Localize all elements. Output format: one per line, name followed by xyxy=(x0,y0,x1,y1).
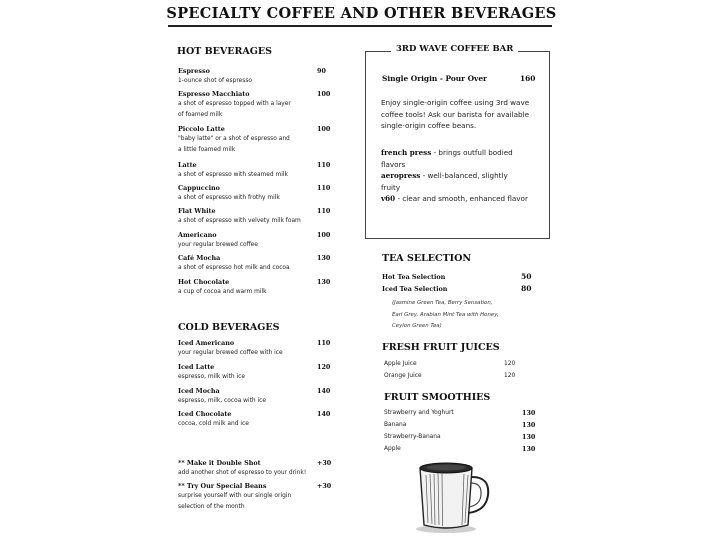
hot-item-name: Latte xyxy=(178,161,197,169)
coffee-mug-illustration xyxy=(408,459,496,535)
hot-item-desc: a shot of espresso with velvety milk foam xyxy=(178,218,301,224)
hot-item-price: 110 xyxy=(317,207,331,215)
coffee-bar-intro-line: single-origin coffee beans. xyxy=(381,121,477,130)
coffee-bar-intro xyxy=(381,97,529,132)
brew-method-text-cont: flavors xyxy=(381,159,406,169)
hot-item-desc: a shot of espresso with steamed milk xyxy=(178,172,288,178)
cold-item-price: 120 xyxy=(317,363,331,371)
cold-item-name: Iced Chocolate xyxy=(178,410,232,418)
extra-item-desc: surprise yourself with our single origin xyxy=(178,493,292,499)
hot-item-desc: "baby latte" or a shot of espresso and xyxy=(178,136,290,142)
extra-item-price: +30 xyxy=(317,482,332,490)
smoothie-item-name: Apple xyxy=(384,446,401,452)
title-divider xyxy=(168,25,552,27)
cold-item-desc: cocoa, cold milk and ice xyxy=(178,421,249,427)
hot-item-price: 110 xyxy=(317,184,331,192)
hot-item-desc: of foamed milk xyxy=(178,112,223,118)
hot-item-desc: a shot of espresso hot milk and cocoa xyxy=(178,265,290,271)
hot-item-name: Flat White xyxy=(178,207,216,215)
hot-item-name: Piccolo Latte xyxy=(178,125,225,133)
juices-heading: FRESH FRUIT JUICES xyxy=(382,342,500,353)
brew-method-text: - well-balanced, slightly xyxy=(420,171,508,180)
hot-item-price: 100 xyxy=(317,125,331,133)
hot-item-desc: your regular brewed coffee xyxy=(178,242,258,248)
cold-item-price: 140 xyxy=(317,387,331,395)
juice-item-name: Apple Juice xyxy=(384,361,417,367)
tea-item-name: Iced Tea Selection xyxy=(382,285,448,293)
smoothie-item-price: 130 xyxy=(522,421,536,429)
coffee-bar-item-price: 160 xyxy=(520,74,536,83)
tea-note-line: Earl Grey, Arabian Mint Tea with Honey, xyxy=(392,311,499,318)
cold-item-price: 110 xyxy=(317,339,331,347)
extra-item-desc: selection of the month xyxy=(178,504,245,510)
hot-item-name: Espresso Macchiato xyxy=(178,90,250,98)
cold-item-name: Iced Latte xyxy=(178,363,215,371)
brew-method-text-cont: fruity xyxy=(381,182,401,192)
hot-item-name: Espresso xyxy=(178,67,210,75)
smoothie-item-price: 130 xyxy=(522,433,536,441)
brew-method-name: french press xyxy=(381,148,432,157)
coffee-bar-item-name: Single Origin - Pour Over xyxy=(382,74,487,83)
smoothie-item-name: Banana xyxy=(384,422,407,428)
hot-item-name: Cappuccino xyxy=(178,184,220,192)
brew-method-v60 xyxy=(381,193,528,205)
hot-item-name: Café Mocha xyxy=(178,254,221,262)
cold-item-desc: your regular brewed coffee with ice xyxy=(178,350,283,356)
cold-item-desc: espresso, milk, cocoa with ice xyxy=(178,398,267,404)
smoothies-heading: FRUIT SMOOTHIES xyxy=(384,392,491,403)
menu-title: SPECIALTY COFFEE AND OTHER BEVERAGES xyxy=(166,5,557,22)
brew-method-name: aeropress xyxy=(381,171,421,180)
tea-item-name: Hot Tea Selection xyxy=(382,273,446,281)
brew-method-text: - clear and smooth, enhanced flavor xyxy=(395,194,528,203)
hot-item-name: Americano xyxy=(178,231,217,239)
hot-item-price: 130 xyxy=(317,254,331,262)
hot-item-desc: a shot of espresso topped with a layer xyxy=(178,101,291,107)
tea-note-line: Ceylon Green Tea) xyxy=(392,323,442,329)
cold-item-desc: espresso, milk with ice xyxy=(178,374,246,380)
brew-method-text: - brings outfull bodied xyxy=(431,148,513,157)
hot-item-price: 130 xyxy=(317,278,331,286)
brew-method-french-press xyxy=(381,147,528,159)
juice-item-price: 120 xyxy=(504,373,516,379)
hot-beverages-heading: HOT BEVERAGES xyxy=(177,46,272,57)
extra-item-price: +30 xyxy=(317,459,332,467)
juice-item-name: Orange Juice xyxy=(384,373,422,379)
coffee-bar-heading: 3RD WAVE COFFEE BAR xyxy=(391,44,518,54)
hot-item-desc: a little foamed milk xyxy=(178,147,236,153)
hot-item-desc: a cup of cocoa and warm milk xyxy=(178,289,267,295)
hot-item-name: Hot Chocolate xyxy=(178,278,230,286)
hot-item-price: 100 xyxy=(317,231,331,239)
juice-item-price: 120 xyxy=(504,361,516,367)
coffee-bar-intro-line: Enjoy single-origin coffee using 3rd wave xyxy=(381,98,530,107)
brew-method-aeropress xyxy=(381,170,528,182)
hot-item-price: 100 xyxy=(317,90,331,98)
tea-item-price: 80 xyxy=(521,284,532,293)
coffee-bar-intro-line: coffee tools! Ask our barista for available xyxy=(381,109,530,119)
brew-method-list xyxy=(381,147,528,205)
hot-item-price: 110 xyxy=(317,161,331,169)
cold-item-name: Iced Americano xyxy=(178,339,235,347)
smoothie-item-name: Strawberry-Banana xyxy=(384,434,441,440)
smoothie-item-price: 130 xyxy=(522,445,536,453)
smoothie-item-price: 130 xyxy=(522,409,536,417)
tea-varieties-note xyxy=(392,298,499,333)
cold-item-price: 140 xyxy=(317,410,331,418)
tea-selection-heading: TEA SELECTION xyxy=(382,253,472,264)
cold-item-name: Iced Mocha xyxy=(178,387,220,395)
smoothie-item-name: Strawberry and Yoghurt xyxy=(384,410,454,416)
brew-method-name: v60 xyxy=(381,194,396,203)
extra-item-name: ** Make it Double Shot xyxy=(178,459,261,467)
extra-item-name: ** Try Our Special Beans xyxy=(178,482,267,490)
tea-item-price: 50 xyxy=(521,272,532,281)
tea-note-line: (Jasmine Green Tea, Berry Sensation, xyxy=(392,300,493,306)
hot-item-desc: 1-ounce shot of espresso xyxy=(178,78,253,84)
hot-item-desc: a shot of espresso with frothy milk xyxy=(178,195,280,201)
cold-beverages-heading: COLD BEVERAGES xyxy=(178,322,280,333)
extra-item-desc: add another shot of espresso to your drink! xyxy=(178,470,307,476)
hot-item-price: 90 xyxy=(317,67,326,75)
